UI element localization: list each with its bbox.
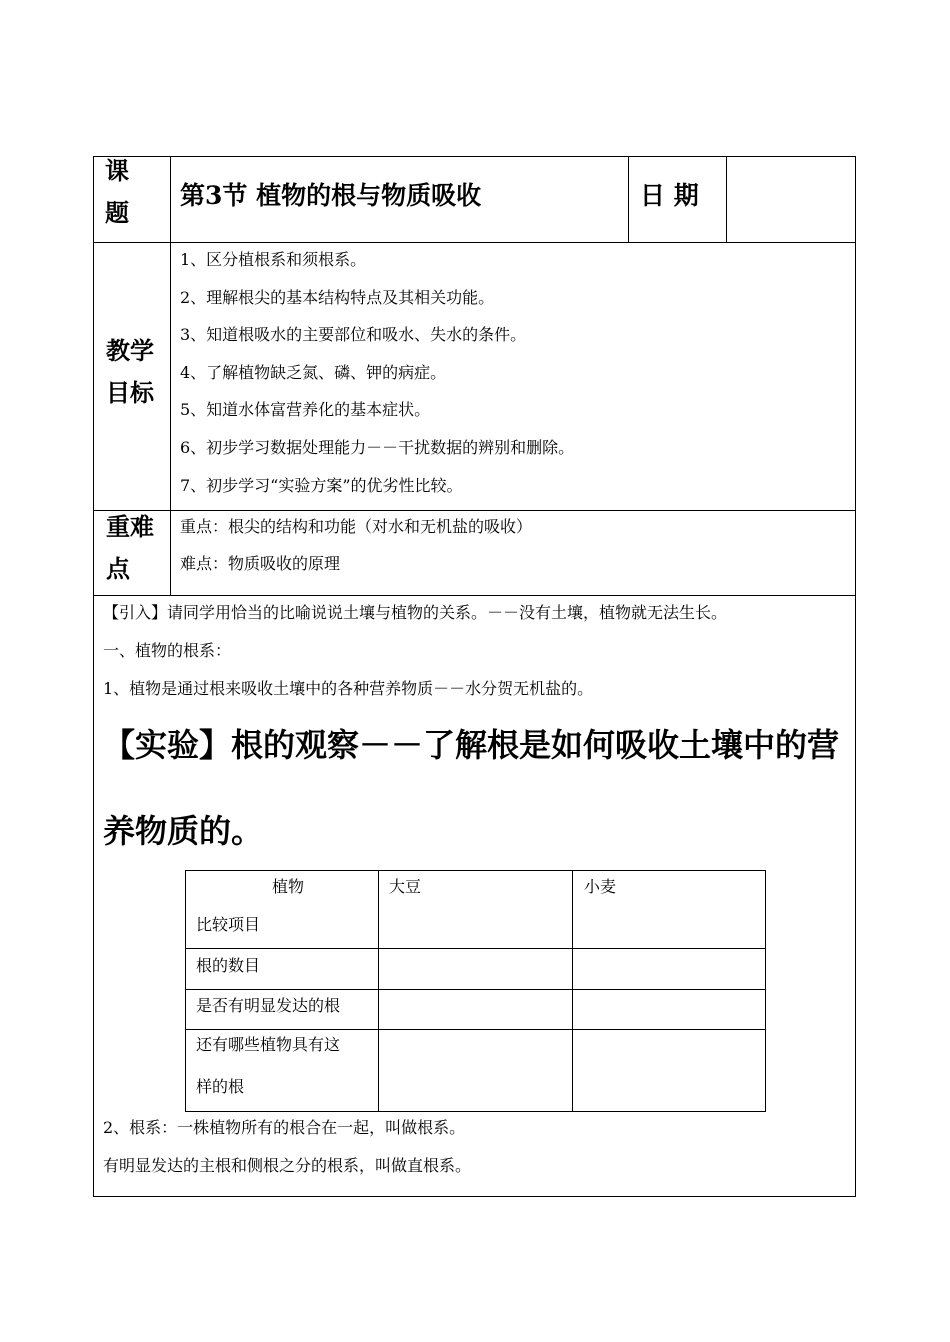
body-paragraph: 有明显发达的主根和侧根之分的根系，叫做直根系。	[103, 1156, 472, 1175]
objective-item: 2、理解根尖的基本结构特点及其相关功能。	[180, 288, 495, 307]
divider	[378, 871, 379, 1111]
key-point-difficulty: 难点：物质吸收的原理	[180, 554, 341, 573]
column-header-soybean: 大豆	[389, 877, 422, 896]
body-paragraph: 2、根系：一株植物所有的根合在一起，叫做根系。	[103, 1118, 466, 1137]
table-corner-bottom: 比较项目	[196, 915, 261, 934]
table-corner-top: 植物	[272, 877, 305, 896]
lesson-title: 第3节 植物的根与物质吸收	[180, 181, 482, 210]
experiment-heading: 养物质的。	[103, 812, 264, 850]
divider	[628, 156, 629, 242]
divider	[93, 510, 856, 511]
column-header-wheat: 小麦	[584, 877, 617, 896]
key-points-label: 重难 点	[106, 513, 154, 583]
objective-item: 5、知道水体富营养化的基本症状。	[180, 400, 431, 419]
objective-item: 6、初步学习数据处理能力－－干扰数据的辨别和删除。	[180, 438, 575, 457]
objective-item: 4、了解植物缺乏氮、磷、钾的病症。	[180, 363, 447, 382]
objective-item: 3、知道根吸水的主要部位和吸水、失水的条件。	[180, 325, 527, 344]
row-label: 是否有明显发达的根	[196, 996, 341, 1015]
row-label: 根的数目	[196, 956, 261, 975]
objective-item: 7、初步学习“实验方案”的优劣性比较。	[180, 476, 463, 495]
section-heading: 一、植物的根系：	[103, 641, 232, 660]
date-label: 日 期	[640, 181, 699, 210]
divider	[93, 242, 856, 243]
comparison-table	[185, 870, 766, 1112]
divider	[726, 156, 727, 242]
row-label: 还有哪些植物具有这	[196, 1035, 341, 1054]
divider	[186, 1029, 765, 1030]
key-point-focus: 重点：根尖的结构和功能（对水和无机盐的吸收）	[180, 517, 533, 536]
row-label: 样的根	[196, 1077, 245, 1096]
date-value[interactable]	[736, 185, 846, 215]
intro-text: 【引入】请同学用恰当的比喻说说土壤与植物的关系。－－没有土壤，植物就无法生长。	[103, 603, 728, 622]
divider	[93, 595, 856, 596]
objectives-label: 教学 目标	[106, 337, 154, 407]
body-paragraph: 1、植物是通过根来吸收土壤中的各种营养物质－－水分贺无机盐的。	[103, 679, 594, 698]
divider	[186, 989, 765, 990]
objective-item: 1、区分植根系和须根系。	[180, 250, 367, 269]
divider	[186, 948, 765, 949]
topic-label: 课 题	[105, 157, 129, 227]
divider	[170, 156, 171, 595]
experiment-heading: 【实验】根的观察－－了解根是如何吸收土壤中的营	[103, 726, 840, 764]
divider	[572, 871, 573, 1111]
